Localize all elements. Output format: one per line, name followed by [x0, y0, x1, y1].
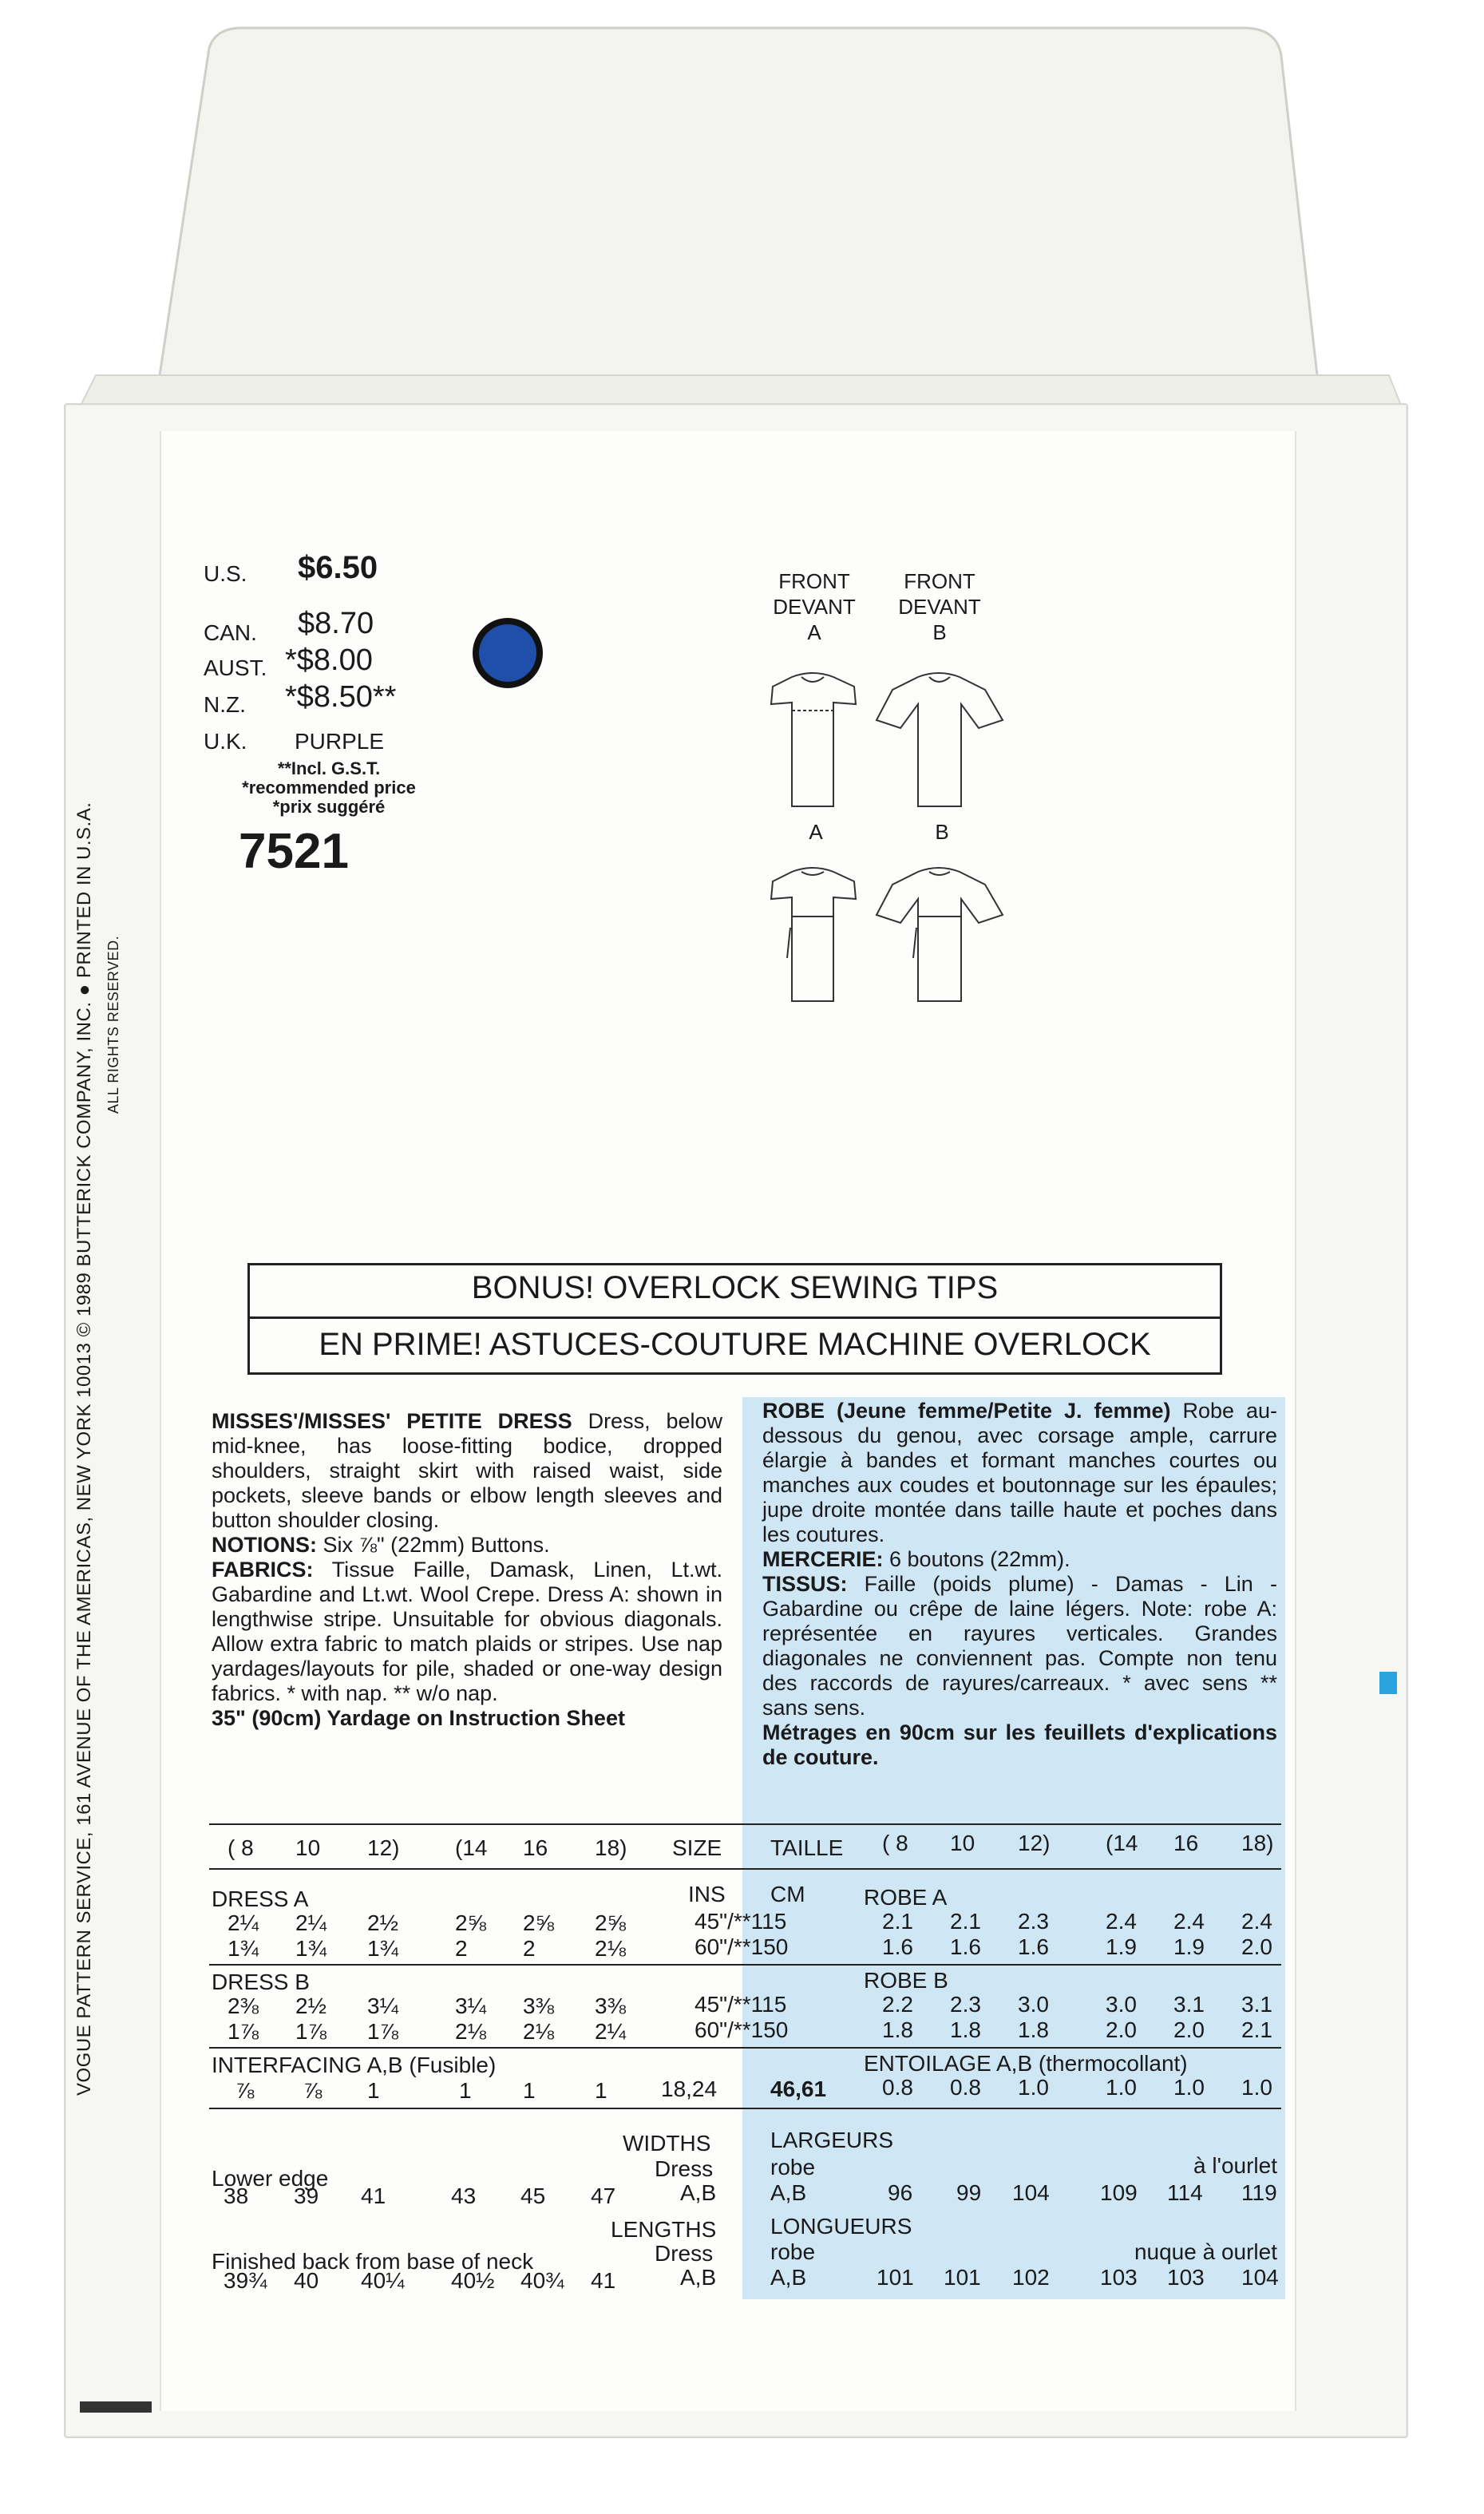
- widths-fr-3: 104: [1012, 2180, 1050, 2205]
- dress-a-45-6: 2⅝: [595, 1910, 626, 1935]
- dress-b-60-2: 1⅞: [295, 2019, 326, 2044]
- robe-a-150-3: 1.6: [1018, 1934, 1049, 1959]
- mercerie-label: MERCERIE:: [762, 1547, 884, 1571]
- robe-b-115-6: 3.1: [1241, 1992, 1272, 2017]
- interfacing-label: INTERFACING A,B (Fusible): [212, 2053, 497, 2077]
- entoilage-1: 0.8: [882, 2075, 913, 2100]
- interfacing-5: 1: [523, 2078, 536, 2103]
- dress-b-width-45: 45"/**115: [695, 1992, 787, 2017]
- entoilage-label: ENTOILAGE A,B (thermocollant): [864, 2051, 1188, 2076]
- fr-title: ROBE (Jeune femme/Petite J. femme): [762, 1399, 1171, 1423]
- dress-a-width-45: 45"/**115: [695, 1909, 787, 1934]
- size-en-5: 16: [523, 1835, 548, 1860]
- dress-b-45-6: 3⅜: [595, 1993, 626, 2018]
- dress-b-45-3: 3¼: [367, 1993, 398, 2018]
- widths-en-1: 38: [224, 2183, 249, 2208]
- uk-label: U.K.: [204, 729, 247, 754]
- entoilage-6: 1.0: [1241, 2075, 1272, 2100]
- size-en-3: 12): [367, 1835, 400, 1860]
- tissus-text: Faille (poids plume) - Damas - Lin - Gabardine ou crêpe de laine légers. Note: robe A: représentée en rayures verticales. Grandes diagonales ne conviennent pas. Compte non tenu des raccords de rayures/carreaux. * avec sens ** sans sens.: [762, 1572, 1277, 1720]
- dress-b-60-3: 1⅞: [367, 2019, 398, 2044]
- recommended-note: *recommended price: [242, 778, 416, 798]
- entoilage-2: 0.8: [950, 2075, 981, 2100]
- entoilage-4: 1.0: [1106, 2075, 1137, 2100]
- dress-b-45-5: 3⅜: [523, 1993, 554, 2018]
- dress-a-60-5: 2: [523, 1936, 536, 1961]
- interfacing-1: ⅞: [235, 2078, 255, 2103]
- lengths-fr-ab: A,B: [770, 2265, 807, 2290]
- dress-a-60-4: 2: [455, 1936, 468, 1961]
- front-b-label: FRONT DEVANT B: [898, 569, 981, 644]
- lengths-robe: robe: [770, 2239, 816, 2264]
- can-label: CAN.: [204, 620, 257, 645]
- yardage-note: 35" (90cm) Yardage on Instruction Sheet: [212, 1706, 625, 1730]
- interfacing-width-in: 18,24: [661, 2077, 718, 2101]
- robe-a-115-6: 2.4: [1241, 1909, 1272, 1934]
- size-label: SIZE: [672, 1835, 722, 1860]
- widths-fr-1: 96: [888, 2180, 913, 2205]
- entoilage-3: 1.0: [1018, 2075, 1049, 2100]
- robe-a-150-4: 1.9: [1106, 1934, 1137, 1959]
- dress-b-rule: [209, 2047, 1281, 2049]
- lengths-dress: Dress: [655, 2241, 714, 2266]
- taille-label: TAILLE: [770, 1835, 844, 1860]
- lengths-en-3: 40¼: [361, 2268, 405, 2293]
- dress-a-45-5: 2⅝: [523, 1910, 554, 1935]
- robe-b-115-5: 3.1: [1173, 1992, 1205, 2017]
- size-fr-1: ( 8: [882, 1831, 908, 1855]
- dress-a-45-2: 2¼: [295, 1910, 326, 1935]
- notions-text: Six ⅞" (22mm) Buttons.: [317, 1533, 550, 1557]
- front-a-label: FRONT DEVANT A: [773, 569, 856, 644]
- widths-fr-ab: A,B: [770, 2180, 807, 2205]
- prix-note: *prix suggéré: [272, 797, 386, 817]
- size-fr-2: 10: [950, 1831, 975, 1855]
- en-title: MISSES'/MISSES' PETITE DRESS: [212, 1409, 572, 1433]
- entoilage-5: 1.0: [1173, 2075, 1205, 2100]
- dress-b-label: DRESS B: [212, 1970, 310, 1994]
- fabrics-label: FABRICS:: [212, 1558, 314, 1582]
- robe-b-150-4: 2.0: [1106, 2017, 1137, 2042]
- dress-a-45-4: 2⅝: [455, 1910, 486, 1935]
- lengths-fr-1: 101: [877, 2265, 914, 2290]
- back-b-label: B: [935, 820, 949, 844]
- robe-b-150-3: 1.8: [1018, 2017, 1049, 2042]
- us-price: $6.50: [298, 550, 378, 585]
- dress-a-60-1: 1¾: [228, 1936, 259, 1961]
- uk-price: PURPLE: [295, 729, 385, 754]
- robe-a-115-5: 2.4: [1173, 1909, 1205, 1934]
- robe-b-150-1: 1.8: [882, 2017, 913, 2042]
- lengths-en-4: 40½: [451, 2268, 495, 2293]
- dress-b-width-60: 60"/**150: [695, 2017, 789, 2042]
- widths-en-4: 43: [451, 2183, 477, 2208]
- widths-fr-6: 119: [1241, 2180, 1277, 2205]
- lower-edge-label: Lower edge: [212, 2166, 329, 2191]
- size-en-4: (14: [455, 1835, 488, 1860]
- robe-a-115-4: 2.4: [1106, 1909, 1137, 1934]
- interfacing-3: 1: [367, 2078, 380, 2103]
- interfacing-6: 1: [595, 2078, 607, 2103]
- robe-a-label: ROBE A: [864, 1885, 948, 1910]
- lengths-fr-5: 103: [1167, 2265, 1205, 2290]
- dress-b-45-4: 3¼: [455, 1993, 486, 2018]
- header-rule: [209, 1868, 1281, 1870]
- size-fr-6: 18): [1241, 1831, 1274, 1855]
- size-fr-5: 16: [1173, 1831, 1199, 1855]
- lengths-en-5: 40¾: [520, 2268, 564, 2293]
- size-en-6: 18): [595, 1835, 627, 1860]
- dress-a-60-2: 1¾: [295, 1936, 326, 1961]
- robe-b-115-2: 2.3: [950, 1992, 981, 2017]
- bonus-en: BONUS! OVERLOCK SEWING TIPS: [471, 1270, 999, 1305]
- widths-fr-2: 99: [956, 2180, 982, 2205]
- en-text: Dress, below mid-knee, has loose-fitting bodice, dropped shoulders, straight skirt with raised waist, side pockets, sleeve bands or elbow length sleeves and button shoulder closing.: [212, 1409, 722, 1532]
- nz-price: *$8.50**: [285, 680, 397, 714]
- dress-a-45-3: 2½: [367, 1910, 398, 1935]
- fabrics-text: Tissue Faille, Damask, Linen, Lt.wt. Gabardine and Lt.wt. Wool Crepe. Dress A: shown in lengthwise stripe. Unsuitable for obvious diagonals. Allow extra fabric to match plaids or stripes. Use nap yardages/layouts for pile, shaded or one-way design fabrics. * with nap. ** w/o nap.: [212, 1558, 722, 1705]
- dress-a-width-60: 60"/**150: [695, 1934, 789, 1959]
- aust-label: AUST.: [204, 655, 267, 680]
- hem-label: à l'ourlet: [1193, 2153, 1277, 2178]
- size-en-1: ( 8: [228, 1835, 254, 1860]
- widths-fr-4: 109: [1100, 2180, 1138, 2205]
- table-top-rule: [209, 1823, 1281, 1825]
- pattern-number: 7521: [239, 824, 349, 879]
- back-a-label: A: [809, 820, 823, 844]
- interfacing-width-cm: 46,61: [770, 2077, 827, 2101]
- fr-text: Robe au-dessous du genou, avec corsage ample, carrure élargie à bandes et formant manches courtes ou manches aux coudes et boutonnage sur les épaules; jupe droite montée dans taille haute et poches dans les coutures.: [762, 1399, 1277, 1546]
- nuque-label: nuque à ourlet: [1134, 2239, 1277, 2264]
- dress-b-45-2: 2½: [295, 1993, 326, 2018]
- bonus-fr: EN PRIME! ASTUCES-COUTURE MACHINE OVERLOCK: [250, 1316, 1220, 1370]
- robe-b-150-5: 2.0: [1173, 2017, 1205, 2042]
- dress-a-label: DRESS A: [212, 1886, 309, 1911]
- robe-a-150-2: 1.6: [950, 1934, 981, 1959]
- robe-a-150-6: 2.0: [1241, 1934, 1272, 1959]
- size-fr-4: (14: [1106, 1831, 1138, 1855]
- robe-b-115-3: 3.0: [1018, 1992, 1049, 2017]
- robe-b-115-4: 3.0: [1106, 1992, 1137, 2017]
- dress-b-60-4: 2⅛: [455, 2019, 486, 2044]
- widths-ab: A,B: [680, 2180, 717, 2205]
- mercerie-text: 6 boutons (22mm).: [883, 1547, 1070, 1571]
- robe-b-150-6: 2.1: [1241, 2017, 1272, 2042]
- widths-fr-5: 114: [1167, 2180, 1203, 2205]
- us-label: U.S.: [204, 561, 247, 586]
- dress-b-60-1: 1⅞: [228, 2019, 259, 2044]
- lengths-fr-3: 102: [1012, 2265, 1050, 2290]
- tissus-label: TISSUS:: [762, 1572, 848, 1596]
- widths-en-5: 45: [520, 2183, 546, 2208]
- robe-a-150-5: 1.9: [1173, 1934, 1205, 1959]
- dress-a-45-1: 2¼: [228, 1910, 259, 1935]
- dress-a-rule: [209, 1964, 1281, 1966]
- cm-label: CM: [770, 1882, 805, 1906]
- robe-a-115-1: 2.1: [882, 1909, 913, 1934]
- rights-line: ALL RIGHTS RESERVED.: [105, 935, 121, 1114]
- widths-dress: Dress: [655, 2156, 714, 2181]
- notions-label: NOTIONS:: [212, 1533, 317, 1557]
- interfacing-4: 1: [459, 2078, 472, 2103]
- lengths-fr-6: 104: [1241, 2265, 1279, 2290]
- lengths-en-1: 39¾: [224, 2268, 267, 2293]
- robe-b-label: ROBE B: [864, 1968, 948, 1993]
- publisher-line: VOGUE PATTERN SERVICE, 161 AVENUE OF THE AMERICAS, NEW YORK 10013 © 1989 BUTTERICK COMPANY, INC. ● PRINTED IN U.S.A.: [73, 802, 95, 2096]
- dress-a-60-3: 1¾: [367, 1936, 398, 1961]
- widths-en-6: 47: [591, 2183, 616, 2208]
- lengths-en-6: 41: [591, 2268, 616, 2293]
- robe-a-115-2: 2.1: [950, 1909, 981, 1934]
- lengths-fr-2: 101: [944, 2265, 981, 2290]
- robe-b-150-2: 1.8: [950, 2017, 981, 2042]
- widths-en-2: 39: [294, 2183, 319, 2208]
- largeurs-label: LARGEURS: [770, 2128, 894, 2152]
- dress-b-60-5: 2⅛: [523, 2019, 554, 2044]
- widths-en-3: 41: [361, 2183, 386, 2208]
- robe-a-115-3: 2.3: [1018, 1909, 1049, 1934]
- lengths-label: LENGTHS: [611, 2217, 717, 2242]
- interfacing-2: ⅞: [303, 2078, 323, 2103]
- lengths-ab: A,B: [680, 2265, 717, 2290]
- widths-robe: robe: [770, 2155, 816, 2179]
- dress-b-60-6: 2¼: [595, 2019, 626, 2044]
- robe-b-115-1: 2.2: [882, 1992, 913, 2017]
- size-en-2: 10: [295, 1835, 321, 1860]
- metrages-note: Métrages en 90cm sur les feuillets d'explications de couture.: [762, 1720, 1277, 1769]
- size-fr-3: 12): [1018, 1831, 1051, 1855]
- gst-note: **Incl. G.S.T.: [277, 758, 381, 778]
- aust-price: *$8.00: [285, 643, 373, 677]
- longueurs-label: LONGUEURS: [770, 2214, 912, 2239]
- widths-label: WIDTHS: [623, 2131, 711, 2156]
- nz-label: N.Z.: [204, 692, 246, 717]
- can-price: $8.70: [298, 607, 374, 640]
- robe-a-150-1: 1.6: [882, 1934, 913, 1959]
- dress-a-60-6: 2⅛: [595, 1936, 626, 1961]
- finished-back-label: Finished back from base of neck: [212, 2249, 534, 2274]
- dress-b-45-1: 2⅜: [228, 1993, 259, 2018]
- ins-label: INS: [688, 1882, 726, 1906]
- lengths-en-2: 40: [294, 2268, 319, 2293]
- interfacing-rule: [209, 2108, 1281, 2109]
- lengths-fr-4: 103: [1100, 2265, 1138, 2290]
